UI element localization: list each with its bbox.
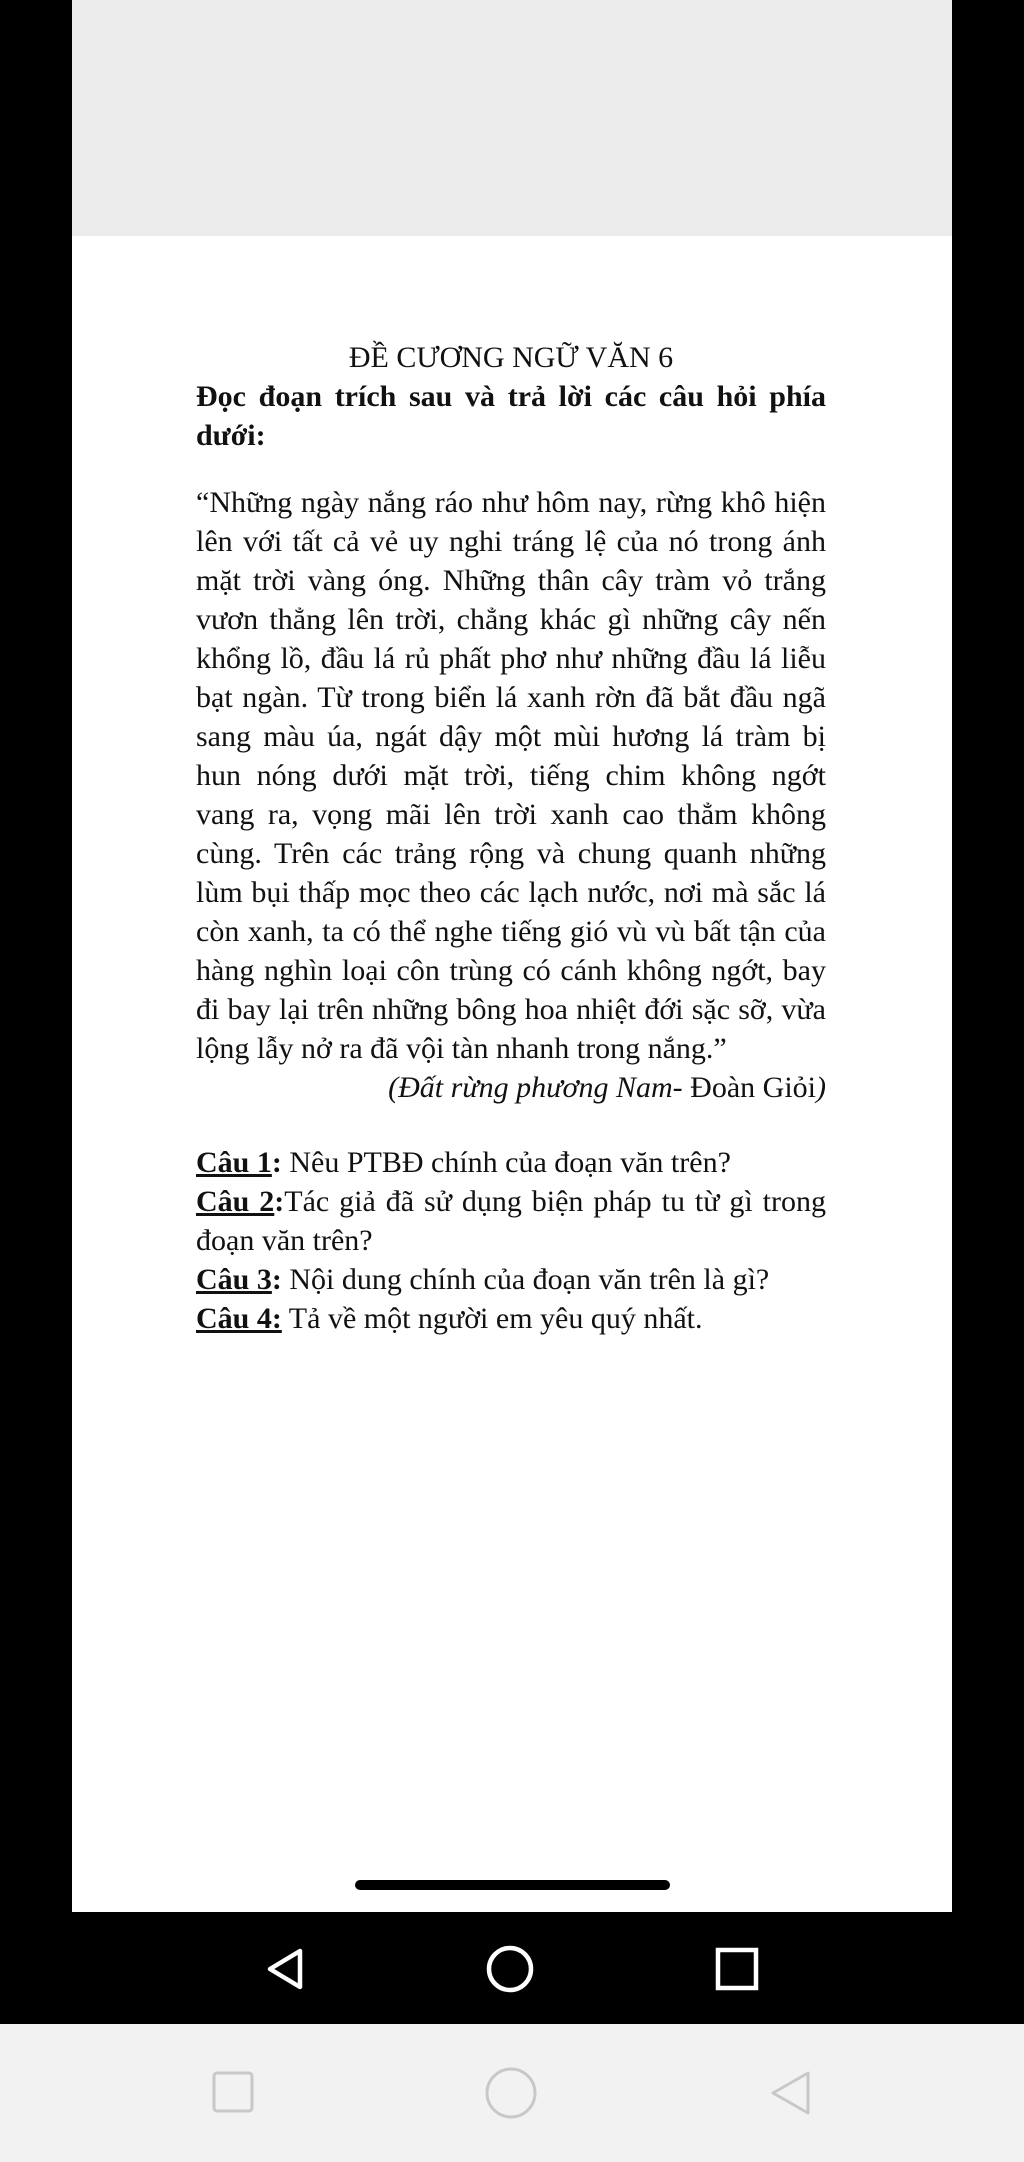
question-1: Câu 1: Nêu PTBĐ chính của đoạn văn trên? [196, 1146, 731, 1179]
recents-icon[interactable] [210, 2069, 256, 2115]
excerpt-source [196, 1068, 826, 1107]
document-content [196, 338, 826, 1338]
question-text: Tác giả đã sử dụng biện pháp tu từ gì trong đoạn văn trên? [196, 1185, 826, 1257]
source-close: ) [816, 1071, 826, 1104]
question-text: Tả về một người em yêu quý nhất. [281, 1302, 703, 1335]
source-author: Đoàn Giỏi [690, 1071, 816, 1104]
question-label: Câu 2 [196, 1185, 275, 1218]
question-list [196, 1143, 826, 1338]
document-title: ĐỀ CƯƠNG NGỮ VĂN 6 [348, 341, 674, 374]
recents-icon[interactable] [714, 1946, 760, 1992]
source-separator: - [672, 1071, 691, 1104]
back-icon[interactable] [766, 2068, 814, 2118]
home-indicator-bar[interactable] [355, 1880, 670, 1890]
phone-navigation-bar [0, 1912, 1024, 2024]
question-2: Câu 2:Tác giả đã sử dụng biện pháp tu từ gì trong đoạn văn trên? [196, 1185, 826, 1257]
home-icon[interactable] [484, 2066, 538, 2120]
home-icon[interactable] [486, 1945, 534, 1993]
question-label: Câu 1 [196, 1146, 272, 1179]
back-icon[interactable] [262, 1945, 308, 1993]
top-blank-area [72, 0, 952, 236]
source-open: ( [388, 1071, 399, 1104]
excerpt-passage: “Những ngày nắng ráo như hôm nay, rừng khô hiện lên với tất cả vẻ uy nghi tráng lệ của nó trong ánh mặt trời vàng óng. Những thân cây tràm vỏ trắng vươn thẳng lên trời, chẳng khác gì những cây nến khổng lồ, đầu lá rủ phất phơ như những đầu lá liễu bạt ngàn. Từ trong biển lá xanh rờn đã bắt đầu ngã sang màu úa, ngát dậy một mùi hương lá tràm bị hun nóng dưới mặt trời, tiếng chim không ngớt vang ra, vọng mãi lên trời xanh cao thẳm không cùng. Trên các trảng rộng và chung quanh những lùm bụi thấp mọc theo các lạch nước, nơi mà sắc lá còn xanh, ta có thể nghe tiếng gió vù vù bất tận của hàng nghìn loại côn trùng có cánh không ngớt, bay đi bay lại trên những bông hoa nhiệt đới sặc sỡ, vừa lộng lẫy nở ra đã vội tàn nhanh trong nắng.” [196, 486, 826, 1065]
question-label: Câu 3 [196, 1263, 272, 1296]
question-text: Nêu PTBĐ chính của đoạn văn trên? [281, 1146, 731, 1179]
system-navigation-bar [0, 2024, 1024, 2162]
question-label: Câu 4: [196, 1302, 282, 1335]
question-4 [196, 1299, 826, 1338]
question-3: Câu 3: Nội dung chính của đoạn văn trên là gì? [196, 1263, 770, 1296]
source-work: Đất rừng phương Nam [398, 1071, 673, 1104]
instruction-heading: Đọc đoạn trích sau và trả lời các câu hỏi phía dưới: [196, 380, 826, 452]
question-text: Nội dung chính của đoạn văn trên là gì? [281, 1263, 770, 1296]
